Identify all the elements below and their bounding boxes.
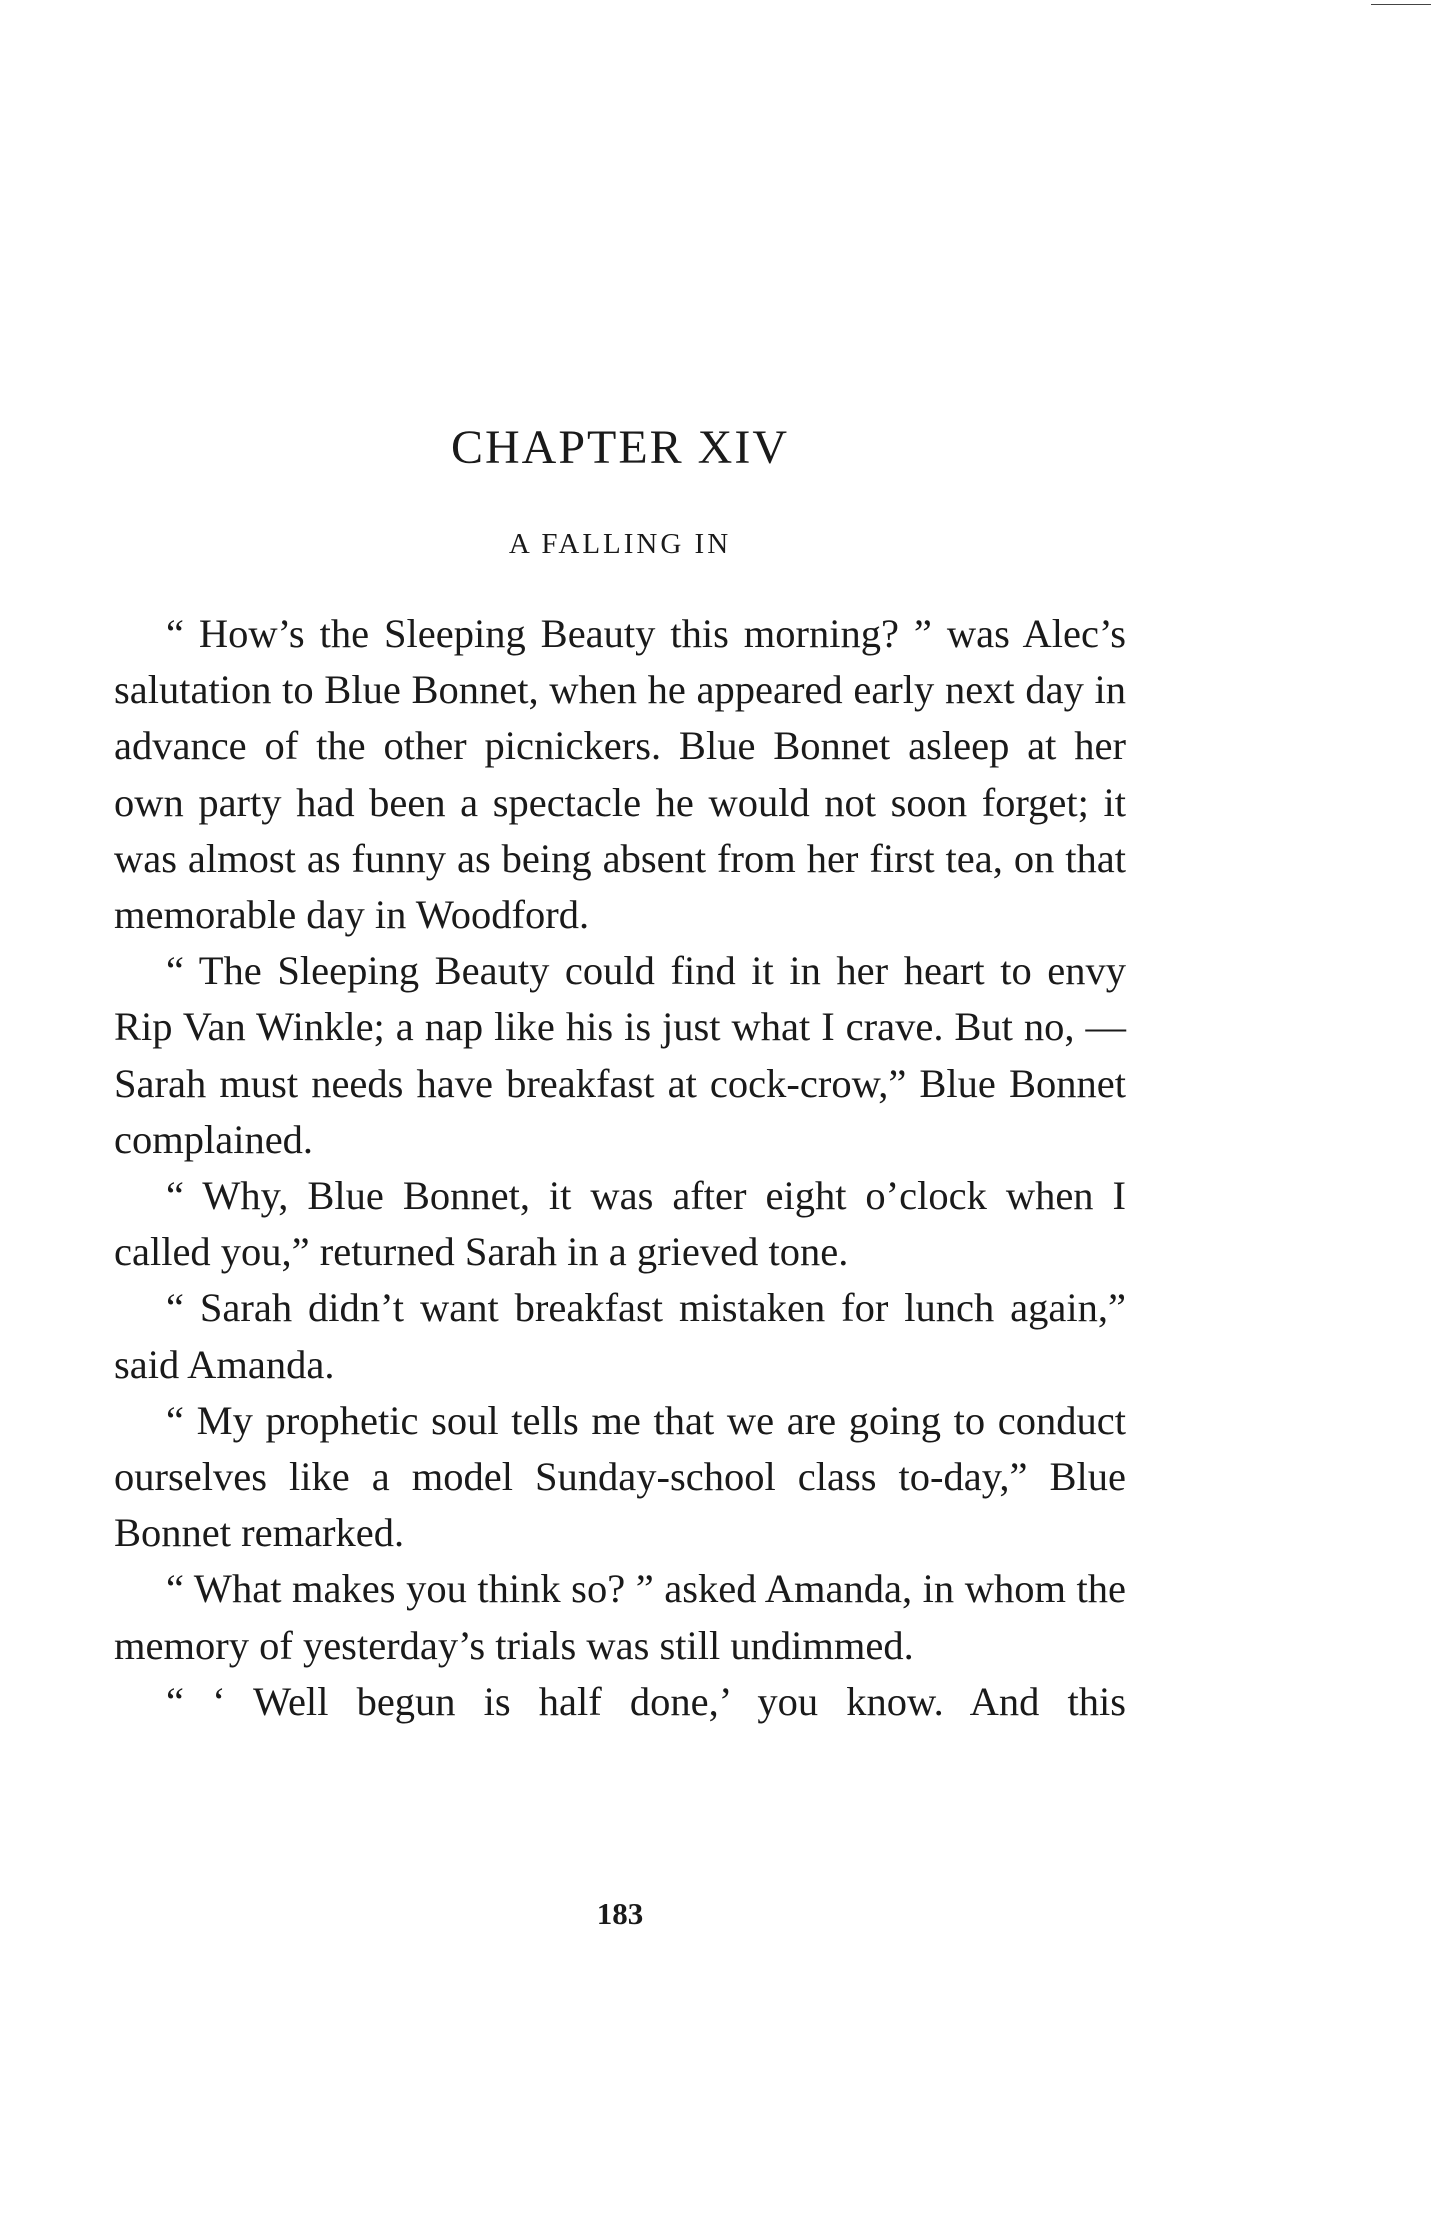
paragraph: “ ‘ Well begun is half done,’ you know. And this (166, 1678, 1126, 1724)
top-right-rule (1371, 4, 1431, 5)
paragraph: “ What makes you think so? ” asked Amanda, in whom the memory of yesterday’s trials was still undimmed. (114, 1566, 1126, 1668)
paragraph: “ How’s the Sleeping Beauty this morning? ” was Alec’s salutation to Blue Bonnet, when he appeared early next day in advance of the other picnickers. Blue Bonnet asleep at her own party had been a spectacle he would not soon forget; it was almost as funny as being absent from her first tea, on that memorable day in Woodford. (114, 611, 1126, 938)
paragraph: “ Sarah didn’t want breakfast mistaken for lunch again,” said Amanda. (114, 1285, 1126, 1387)
body-text (114, 606, 1126, 1730)
paragraph: “ My prophetic soul tells me that we are going to conduct ourselves like a model Sunday-school class to-day,” Blue Bonnet remarked. (114, 1397, 1126, 1556)
chapter-title: CHAPTER XIV (450, 421, 789, 474)
paragraph: “ The Sleeping Beauty could find it in her heart to envy Rip Van Winkle; a nap like his is just what I crave. But no, — Sarah must needs have breakfast at cock-crow,” Blue Bonnet complained. (114, 948, 1126, 1162)
page-number: 183 (596, 1896, 644, 1931)
chapter-subtitle: A FALLING IN (508, 528, 732, 560)
paragraph: “ Why, Blue Bonnet, it was after eight o’clock when I called you,” returned Sarah in a grieved tone. (114, 1173, 1126, 1275)
